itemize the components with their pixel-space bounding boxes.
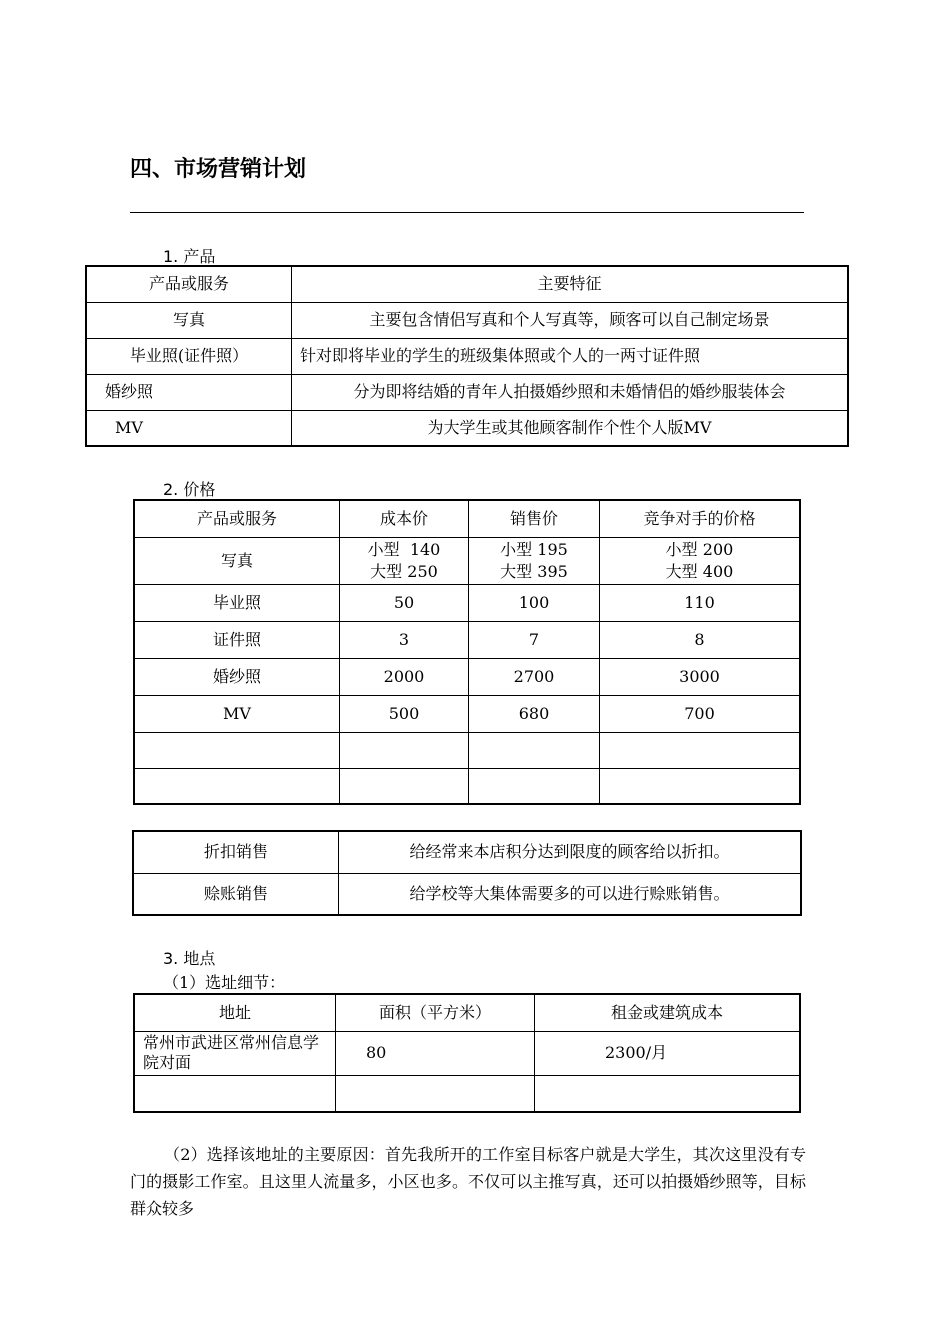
table-row-empty bbox=[134, 768, 800, 804]
table-cell: 婚纱照 bbox=[134, 658, 340, 695]
table-cell: MV bbox=[134, 695, 340, 732]
table-header-row bbox=[134, 994, 800, 1031]
table-cell: 680 bbox=[469, 695, 600, 732]
table-row bbox=[134, 584, 800, 621]
product-table bbox=[85, 265, 849, 447]
table-row bbox=[86, 338, 848, 374]
table-cell: 50 bbox=[340, 584, 469, 621]
location-table bbox=[133, 993, 801, 1113]
table-cell: 700 bbox=[600, 695, 801, 732]
divider bbox=[130, 212, 804, 213]
table-cell: 毕业照 bbox=[134, 584, 340, 621]
table-cell bbox=[336, 1075, 535, 1112]
header-cell: 竞争对手的价格 bbox=[600, 500, 801, 537]
table-cell: 主要包含情侣写真和个人写真等，顾客可以自己制定场景 bbox=[292, 302, 849, 338]
cell-line: 大型 400 bbox=[665, 561, 734, 581]
table-row-empty bbox=[134, 732, 800, 768]
cell-line: 小型 140 bbox=[367, 539, 441, 559]
table-cell: MV bbox=[86, 410, 292, 446]
table-cell bbox=[134, 768, 340, 804]
table-cell: 针对即将毕业的学生的班级集体照或个人的一两寸证件照 bbox=[292, 338, 849, 374]
reason-paragraph: （2）选择该地址的主要原因：首先我所开的工作室目标客户就是大学生，其次这里没有专门的摄影工作室。且这里人流量多，小区也多。不仅可以主推写真，还可以拍摄婚纱照等，目标群众较多 bbox=[130, 1145, 806, 1218]
table-cell: 婚纱照 bbox=[86, 374, 292, 410]
table-row-empty bbox=[134, 1075, 800, 1112]
table-cell bbox=[469, 537, 600, 584]
section-title-product: 1. 产品 bbox=[163, 247, 216, 266]
table-cell: 110 bbox=[600, 584, 801, 621]
table-header-row bbox=[134, 500, 800, 537]
table-cell: 给经常来本店积分达到限度的顾客给以折扣。 bbox=[339, 831, 802, 873]
table-cell bbox=[340, 732, 469, 768]
table-row bbox=[133, 831, 801, 873]
table-cell: 常州市武进区常州信息学院对面 bbox=[134, 1031, 336, 1075]
table-cell: 写真 bbox=[86, 302, 292, 338]
header-cell: 租金或建筑成本 bbox=[535, 994, 801, 1031]
price-table bbox=[133, 499, 801, 805]
cell-line: 小型 195 bbox=[500, 539, 568, 559]
cell-line: 小型 200 bbox=[665, 539, 734, 559]
header-cell: 地址 bbox=[134, 994, 336, 1031]
header-cell: 面积（平方米） bbox=[336, 994, 535, 1031]
table-row bbox=[133, 873, 801, 915]
table-cell: 写真 bbox=[134, 537, 340, 584]
sales-terms-table bbox=[132, 830, 802, 916]
table-row bbox=[134, 621, 800, 658]
table-cell bbox=[134, 732, 340, 768]
table-row bbox=[134, 537, 800, 584]
table-cell: 500 bbox=[340, 695, 469, 732]
table-cell: 分为即将结婚的青年人拍摄婚纱照和未婚情侣的婚纱服装体会 bbox=[292, 374, 849, 410]
table-cell: 3 bbox=[340, 621, 469, 658]
table-cell: 7 bbox=[469, 621, 600, 658]
table-row bbox=[86, 302, 848, 338]
page-title: 四、市场营销计划 bbox=[130, 157, 307, 182]
table-row bbox=[134, 1031, 800, 1075]
table-cell: 毕业照(证件照） bbox=[86, 338, 292, 374]
table-cell bbox=[469, 732, 600, 768]
table-cell bbox=[600, 732, 801, 768]
table-cell: 80 bbox=[336, 1031, 535, 1075]
section-title-price: 2. 价格 bbox=[163, 480, 216, 499]
header-cell: 成本价 bbox=[340, 500, 469, 537]
table-cell: 2000 bbox=[340, 658, 469, 695]
table-cell bbox=[469, 768, 600, 804]
table-cell: 100 bbox=[469, 584, 600, 621]
table-row bbox=[86, 410, 848, 446]
section-title-location: 3. 地点 bbox=[163, 949, 216, 968]
header-cell: 产品或服务 bbox=[134, 500, 340, 537]
table-cell bbox=[340, 537, 469, 584]
header-cell: 销售价 bbox=[469, 500, 600, 537]
table-cell: 给学校等大集体需要多的可以进行赊账销售。 bbox=[339, 873, 802, 915]
table-row bbox=[86, 374, 848, 410]
table-cell: 赊账销售 bbox=[133, 873, 339, 915]
cell-line: 大型 395 bbox=[500, 561, 568, 581]
table-cell: 证件照 bbox=[134, 621, 340, 658]
table-cell bbox=[600, 768, 801, 804]
cell-line: 大型 250 bbox=[370, 561, 438, 581]
location-subtitle: （1）选址细节： bbox=[163, 973, 286, 992]
table-cell: 2700 bbox=[469, 658, 600, 695]
table-cell: 3000 bbox=[600, 658, 801, 695]
table-cell bbox=[134, 1075, 336, 1112]
table-cell: 折扣销售 bbox=[133, 831, 339, 873]
table-cell: 2300/月 bbox=[535, 1031, 801, 1075]
header-cell: 产品或服务 bbox=[86, 266, 292, 302]
table-cell bbox=[340, 768, 469, 804]
table-cell bbox=[535, 1075, 801, 1112]
table-row bbox=[134, 695, 800, 732]
table-header-row bbox=[86, 266, 848, 302]
table-cell: 为大学生或其他顾客制作个性个人版MV bbox=[292, 410, 849, 446]
table-cell bbox=[600, 537, 801, 584]
table-cell: 8 bbox=[600, 621, 801, 658]
table-row bbox=[134, 658, 800, 695]
header-cell: 主要特征 bbox=[292, 266, 849, 302]
